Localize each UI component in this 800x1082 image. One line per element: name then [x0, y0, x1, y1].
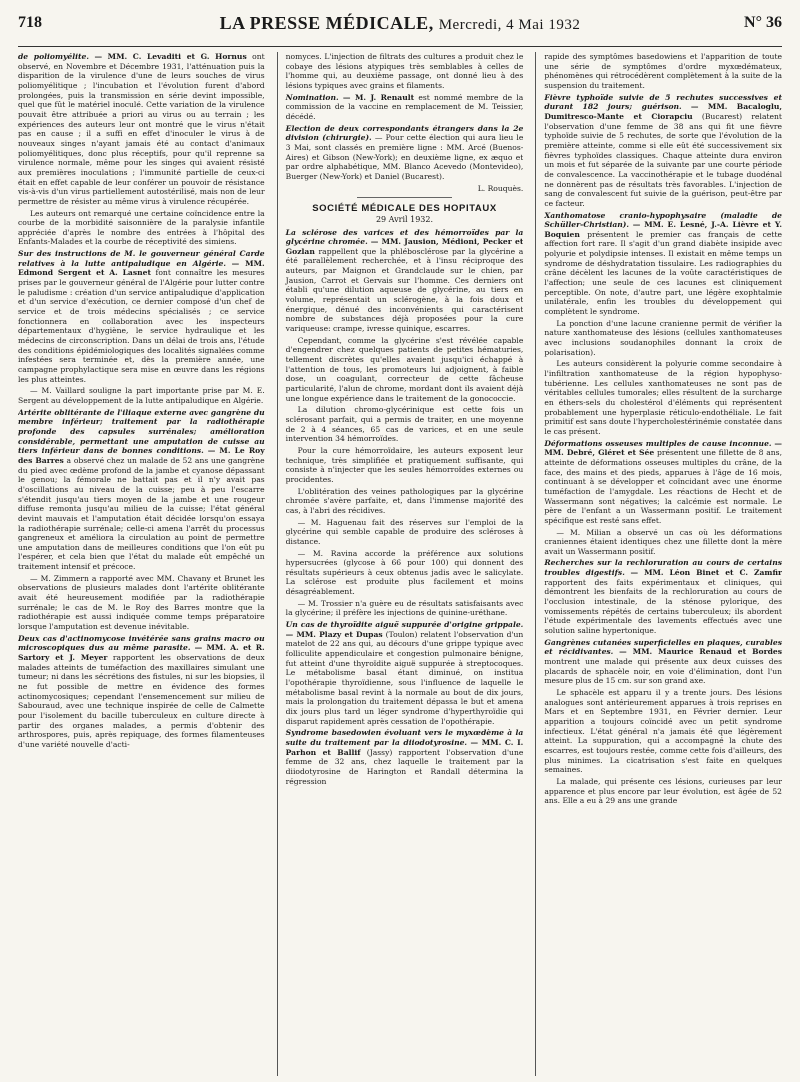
article-paragraph: [18, 249, 265, 384]
article-body: — M. Zimmern a rapporté avec MM. Chavany et Brunet les observations de plusieurs malades dont l'artérite oblitérante avait été heureusement modifiée par la radiothérapie surrénale; le cas de M. le Roy des Barres montre que la radiothérapie est aussi indiquée comme temps préparatoire lorsque l'amputation est devenue inévitable.: [18, 573, 265, 632]
article-paragraph: [18, 52, 265, 207]
article-paragraph: [544, 93, 782, 209]
article-authors: — MM. C. Levaditi et G. Hornus: [94, 52, 247, 61]
journal-title: [88, 13, 712, 34]
column-1: [18, 52, 265, 1076]
article-body: (Bucarest) relatent l'observation d'une femme de 38 ans qui fit une fièvre typhoïde suivie de 5 rechutes, de sorte que l'évolution de la première atteinte, comme si elle eût été successivement six fièvres typhoïdes classiques. Chaque atteinte dura environ un mois et fut séparée de la suivante par une courte période de convalescence. La vaccinothérapie et le tubage duodénal ne donnèrent pas de résultats très favorables. L'injection de sang de convalescent fut suivie de la guérison, peut-être par ce facteur.: [544, 111, 782, 208]
page-header: [18, 0, 782, 46]
article-paragraph: [286, 52, 524, 91]
article-title: Xanthomatose cranio-hypophysaire (maladie de Schüller-Christian).: [544, 210, 782, 230]
article-paragraph: [286, 124, 524, 182]
article-body: La dilution chromo-glycérinique est cette fois un sclérosant parfait, qui a permis de traiter, en une moyenne de 2 à 4 séances, 65 cas de varices, et en une seule intervention 34 hémorroïdes.: [285, 405, 524, 444]
section-title: SOCIÉTÉ MÉDICALE DES HOPITAUX: [312, 203, 497, 215]
article-body: font connaître les mesures prises par le gouverneur général de l'Algérie pour lutter contre le paludisme : création d'un service antipaludique d'application et d'un service d'exécution, ce dernier composé d'un chef de service et de trois médecins spécialisés ; ce service fonctionnera en collaboration avec les inspecteurs départementaux d'hygiène, le service hydraulique et les médecins de circonscription. Dans un délai de trois ans, l'étude des conditions épidémiologiques des localités signalées comme infestées sera terminée et, dès la première année, une campagne prophylactique sera mise en œuvre dans les régions les plus atteintes.: [18, 268, 265, 384]
text-columns: [18, 52, 782, 1076]
article-authors: — MM. Plazy et Dupas: [285, 629, 383, 639]
column-3: [535, 52, 782, 1076]
article-paragraph: [286, 93, 524, 122]
article-body: La ponction d'une lacune cranienne permit de vérifier la nature xanthomateuse des lésions (cellules xanthomateuses avec inclusions soudanophiles donnant la croix de polarisation).: [544, 318, 782, 357]
article-body: Cependant, comme la glycérine s'est révélée capable d'engendrer chez quelques patients de petites hématuries, tellement discrètes qu'elles avaient jusqu'ici échappé à l'attention de tous, les promoteurs lui adjoignent, à faible dose, un coagulant, correcteur de cette fâcheuse particularité, l'alun de chrome, mordant dont ils avaient déjà une longue expérience dans le traitement de la gonococcie.: [285, 335, 524, 403]
article-body: Pour la cure hémorroïdaire, les auteurs exposent leur technique, très simplifiée et pratiquement suffisante, qui consiste à n'injecter que les seules hémorroïdes externes ou procidentes.: [285, 445, 524, 484]
article-title: Déformations osseuses multiples de cause inconnue.: [544, 438, 772, 448]
article-paragraph: [18, 386, 265, 405]
article-paragraph: [544, 319, 782, 358]
article-authors: — MM. Maurice Renaud et Bordes: [619, 647, 782, 657]
article-paragraph: [286, 487, 524, 516]
article-paragraph: [286, 405, 524, 444]
section-date: 29 Avril 1932.: [375, 214, 434, 224]
article-body: ont observé, en Novembre et Décembre 1931, l'atténuation puis la disparition de la virulence d'une de leurs souches de virus poliomyélitique ; l'incubation et l'évolution furent d'abord prolongées, puis la transmission en série devint impossible, quel que fût le matériel inoculé. Cette variation de la virulence pouvait être attribuée a priori au virus ou au terrain ; les expériences des auteurs leur ont montré que le virus n'était pas en cause ; il a suffi en effet d'inoculer le virus à de nouveaux singes n'ayant jamais été au contact d'animaux poliomyélitiques, donc plus réceptifs, pour qu'il reprenne sa virulence normale, même pour les singes qui avaient résisté aux premières inoculations ; l'immunité partielle de ceux-ci était en effet capable de leur conférer un pouvoir de résistance vis-à-vis d'un virus partiellement autostérilisé, mais non de leur permettre de résister au même virus à virulence récupérée.: [18, 52, 265, 206]
article-body: présentent une fillette de 8 ans, atteinte de déformations osseuses multiples du crâne, de la face, des mains et des pieds, apparues à l'âge de 16 mois, continuant à se développer et coïncidant avec une énorme tuméfaction de l'amygdale. Les réactions de Hecht et de Wassermann sont négatives; la calcémie est normale. Le père de l'enfant a un Wassermann positif. Le traitement spécifique est resté sans effet.: [544, 448, 782, 525]
section-divider: [357, 197, 452, 198]
article-title: Recherches sur la rechloruration au cours de certains troubles digestifs.: [544, 558, 782, 578]
article-body: (Jassy) rapportent l'observation d'une femme de 32 ans, chez laquelle le traitement par la diiodotyrosine de Harington et Randall détermina la régression: [285, 747, 524, 786]
article-authors: — M. J. Renault: [342, 92, 415, 102]
article-paragraph: [18, 574, 265, 632]
article-body: — Pour cette élection qui aura lieu le 3 Mai, sont classés en première ligne : MM. Arcé (Buenos-Aires) et Gibson (New-York); en deuxième ligne, ex æquo et par ordre alphabétique, MM. Blanco Acevedo (Montevideo), Buerger (New-York) et Daniel (Bucarest).: [285, 133, 524, 181]
article-body: présentent le premier cas français de cette affection fort rare. Il s'agit d'un grand diabète insipide avec polyurie et polydipsie intenses. Il existait en même temps un syndrome de déshydratation tissulaire. Les radiographies du crâne décèlent les lacunes de la voûte caractéristiques de l'affection; une seule de ces lacunes est cliniquement perceptible. On note, d'autre part, une légère exophtalmie unilatérale, enfin les troubles du développement qui complètent le syndrome.: [544, 229, 782, 317]
article-paragraph: [286, 549, 524, 597]
article-title: Sur des instructions de M. le gouverneur général Carde relatives à la lutte antipaludique en Algérie.: [18, 249, 265, 268]
article-authors: — MM. Bacaloglu, Dumitresco-Mante et Ciorapciu: [544, 102, 782, 121]
article-body: L'oblitération des veines pathologiques par la glycérine chromée s'avère parfaite, et, dans l'immense majorité des cas, à l'abri des récidives.: [285, 486, 524, 515]
article-title: Nomination.: [285, 92, 339, 102]
article-paragraph: [18, 209, 265, 248]
article-paragraph: [544, 688, 782, 775]
article-authors: — M. Le Roy des Barres: [18, 446, 265, 465]
article-paragraph: [544, 439, 782, 526]
journal-name: LA PRESSE MÉDICALE,: [219, 12, 434, 33]
article-paragraph: [286, 518, 524, 547]
article-body: Le sphacèle est apparu il y a trente jours. Des lésions analogues sont antérieurement apparues à trois reprises en Mars et en Septembre 1931, en Février dernier. Leur apparition a toujours coïncidé avec un petit syndrome infectieux. L'état général n'a jamais été que légèrement atteint. La suppuration, qui a accompagné la chute des escarres, est toujours restée, comme cette fois d'ailleurs, des plus minimes. La cicatrisation s'est faite en quelques semaines.: [544, 688, 782, 775]
header-rule: [18, 46, 782, 47]
article-paragraph: [286, 446, 524, 485]
article-authors: — MM. Edmond Sergent et A. Lasnet: [18, 258, 265, 278]
article-title: Gangrènes cutanées superficielles en plaques, curables et récidivantes.: [544, 637, 782, 657]
article-authors: — MM. E. Lesné, J.-A. Lièvre et Y. Boquien: [544, 220, 782, 239]
article-body: est nommé membre de la commission de la vaccine en remplacement de M. Teissier, décédé.: [285, 92, 524, 121]
article-title: Fièvre typhoïde suivie de 5 rechutes successives et durant 182 jours; guérison.: [544, 92, 782, 112]
column-2: [277, 52, 524, 1076]
article-paragraph: [286, 336, 524, 404]
article-title: Deux cas d'actinomycose invétérée sans grains macro ou microscopiques dus au même parasite.: [18, 633, 265, 653]
author-signature: L. Rouquès.: [477, 183, 524, 193]
article-body: Les auteurs ont remarqué une certaine coïncidence entre la courbe de la morbidité saisonnière de la paralysie infantile appréciée d'après le nombre des entrées à l'hôpital des Enfants-Malades et la courbe de réceptivité des simiens.: [18, 208, 265, 247]
article-body: — M. Ravina accorde la préférence aux solutions hypersucrées (glycose à 66 pour 100) qui donnent des résultats supérieurs à ceux obtenus jadis avec le salicylate. La sclérose est produite plus facilement et moins désagréablement.: [285, 548, 524, 597]
article-title: Un cas de thyroïdite aiguë suppurée d'origine grippale.: [285, 620, 524, 630]
article-body: rapide des symptômes basedowiens et l'apparition de toute une série de symptômes d'ordre myxœdémateux, phénomènes qui rétrocédèrent complètement à la suite de la suspension du traitement.: [544, 52, 782, 90]
article-body: — M. Trossier n'a guère eu de résultats satisfaisants avec la glycérine; il préfère les injections de quinine-uréthane.: [285, 598, 524, 618]
article-paragraph: [18, 408, 265, 572]
article-body: rappellent que la phlébosclérose par la glycérine a été parallèlement recherchée, et à l'insu réciproque des auteurs, par Maignon et Grandclaude sur le chien, par Jausion, Carrot et Gervais sur l'homme. Ces derniers ont établi qu'une dilution aqueuse de glycérine, au tiers en volume, représentait un sclérogène, à la fois doux et énergique, dénué des inconvénients qui caractérisent nombre de substances déjà proposées pour la cure variqueuse: crampe, ivresse quinique, escarres.: [285, 246, 524, 334]
article-authors: — MM. Debré, Gléret et Sée: [544, 438, 782, 458]
article-body: rapportent des faits expérimentaux et cliniques, qui démontrent les bienfaits de la rechloruration au cours de l'occlusion intestinale, de la sténose pylorique, des vomissements répétés de certains tuberculeux; ils abordent l'étude expérimentale des lavements effectués avec une solution saline hypertonique.: [544, 577, 782, 636]
article-paragraph: [544, 777, 782, 806]
article-title: Election de deux correspondants étrangers dans la 2e division (chirurgie).: [285, 123, 524, 143]
article-body: a observé chez un malade de 52 ans une gangrène du pied avec œdème profond de la jambe et cyanose dépassant le genou; la fémorale ne battait pas et il n'y avait pas d'oscillations au niveau de la cuisse; peu à peu l'escarre s'étendit jusqu'au tiers moyen de la jambe et une rougeur diffuse remonta jusqu'au milieu de la cuisse; l'état général devint mauvais et l'amputation était décidée lorsqu'on essaya la radiothérapie surrénale; celle-ci amena l'arrêt du processus gangreneux et améliora la circulation au point de permettre une amputation dans de meilleures conditions que l'on eût pu l'espérer, et cela bien que l'état du malade eût empêché un traitement intensif et précoce.: [18, 455, 265, 572]
article-title: Artérite oblitérante de l'iliaque externe avec gangrène du membre inférieur; traitement par la radiothérapie profonde des capsules surrénales; amélioration considérable, permettant une amputation de cuisse au tiers inférieur dans de bonnes conditions.: [18, 407, 265, 456]
issue-number: N° 36: [744, 14, 782, 31]
article-authors: — MM. Jausion, Médioni, Pecker et Gozlan: [285, 237, 524, 256]
article-body: — M. Milian a observé un cas où les déformations craniennes étaient identiques chez une fillette dont la mère avait un Wassermann positif.: [544, 527, 782, 556]
article-body: La malade, qui présente ces lésions, curieuses par leur apparence et plus encore par leur évolution, est âgée de 52 ans. Elle a eu à 29 ans une grande: [544, 776, 782, 806]
article-paragraph: [544, 359, 782, 436]
article-body: Les auteurs considèrent la polyurie comme secondaire à l'infiltration xanthomateuse de la région hypophyso-tubérienne. Les cellules xanthomateuses ne sont pas de véritables cellules tumorales; elles résultent de la surcharge en éthers-sels du cholestérol d'éléments qui représentent probablement une hyperplasie réticulo-endothéliale. Le fait primitif est sans doute l'hypercholestérinémie constatée dans le cas présent.: [544, 359, 782, 436]
article-authors: — MM. A. et R. Sartory et J. Meyer: [18, 643, 265, 663]
article-title: La sclérose des varices et des hémorroïdes par la glycérine chromée.: [285, 227, 524, 247]
article-body: — M. Vaillard souligne la part importante prise par M. E. Sergent au développement de la lutte antipaludique en Algérie.: [18, 386, 265, 405]
article-paragraph: [544, 211, 782, 317]
article-body: (Toulon) relatent l'observation d'un matelot de 22 ans qui, au décours d'une grippe typique avec folliculite appendiculaire et congestion pulmonaire bénigne, fut atteint d'une thyroïdite aiguë suppurée à streptocoques. Le métabolisme basal étant diminué, on institua l'opothérapie thyroïdienne, sous l'influence de laquelle le métabolisme basal revint à la normale au bout de dix jours, mais la prolongation du traitement dépassa le but et amena dix jours plus tard un léger syndrome d'hyperthyroïdie qui disparut rapidement après cessation de l'opothérapie.: [285, 629, 524, 726]
article-paragraph: [286, 228, 524, 334]
article-body: nomyces. L'injection de filtrats des cultures a produit chez le cobaye des lésions atypiques très semblables à celles de l'homme qui, au deuxième passage, ont donné lieu à des lésions typiques avec grains et filaments.: [285, 52, 524, 90]
article-paragraph: [544, 52, 782, 91]
article-paragraph: [544, 558, 782, 635]
article-body: montrent une malade qui présente aux deux cuisses des placards de sphacèle noir, en voie d'élimination, dont l'un mesure plus de 15 cm. sur son grand axe.: [544, 657, 782, 686]
issue-date: Mercredi, 4 Mai 1932: [438, 16, 581, 33]
article-title: Syndrome basedowien évoluant vers le myxœdème à la suite du traitement par la diiodotyrosine.: [285, 728, 524, 747]
article-authors: — MM. Léon Binet et C. Zamfir: [630, 568, 782, 578]
article-authors: — MM. C. I. Parhon et Ballif: [285, 737, 524, 757]
article-paragraph: [544, 528, 782, 557]
article-paragraph: [544, 638, 782, 686]
article-paragraph: [286, 599, 524, 618]
article-body: — M. Haguenau fait des réserves sur l'emploi de la glycérine qui semble capable de produire des scléroses à distance.: [285, 517, 524, 546]
article-paragraph: [18, 634, 265, 750]
article-body: rapportent les observations de deux malades atteints de tuméfaction des maxillaires simulant une tumeur; ni dans les sécrétions des fistules, ni sur les biopsies, il ne fut possible de mettre en évidence des formes actinomycosiques; cependant l'ensemencement sur milieu de Sabouraud, avec une technique inspirée de celle de Calmette pour l'isolement du bacille tuberculeux en culture directe à partir des organes malades, a permis d'obtenir des arthrospores, puis, après repiquage, des formes filamenteuses d'une variété nouvelle d'acti-: [18, 653, 265, 749]
page-number: 718: [18, 14, 42, 31]
article-title: de poliomyélite.: [18, 52, 90, 61]
article-paragraph: [286, 728, 524, 786]
article-paragraph: [286, 620, 524, 726]
